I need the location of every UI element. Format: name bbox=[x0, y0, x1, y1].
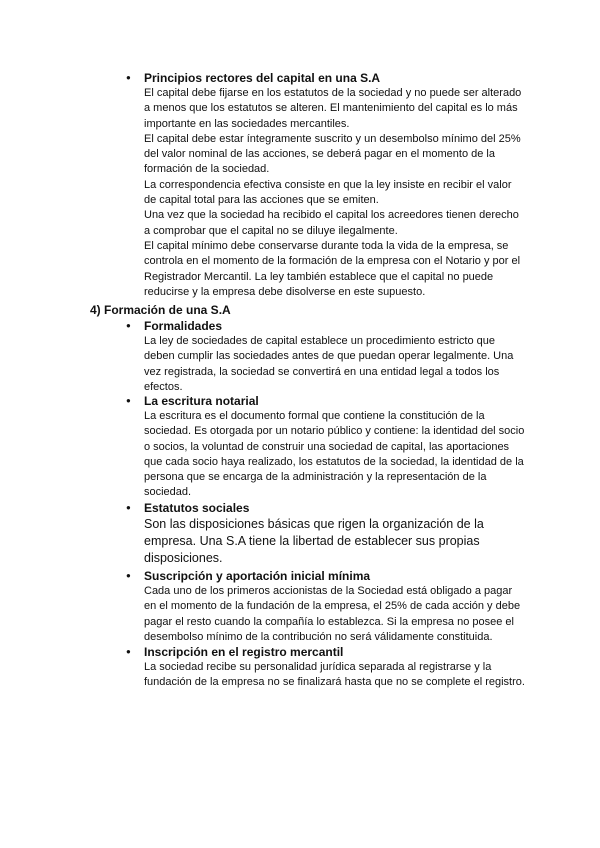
section-escritura bbox=[126, 393, 526, 501]
estatutos-title: ● Estatutos sociales bbox=[126, 500, 526, 516]
principios-paragraph-2: El capital debe estar íntegramente suscrito y un desembolso mínimo del 25% del valor nominal de las acciones, se deberá pagar en el momento de la formación de la sociedad. bbox=[144, 132, 521, 176]
section-estatutos bbox=[126, 500, 526, 567]
principios-paragraph-1: El capital debe fijarse en los estatutos de la sociedad y no puede ser alterado a menos que los estatutos se alteren. El mantenimiento del capital es lo más importante en las sociedades mercantiles. bbox=[144, 87, 522, 130]
principios-title: ● Principios rectores del capital en una S.A bbox=[126, 70, 526, 86]
inscripcion-title: ● Inscripción en el registro mercantil bbox=[126, 644, 526, 660]
section-principios bbox=[126, 70, 526, 300]
formalidades-text: La ley de sociedades de capital establece un procedimiento estricto que deben cumplir las sociedades antes de que puedan operar legalmente. Una vez registrada, la sociedad se convertirá en una entidad legal a todos los efectos. bbox=[144, 335, 514, 393]
principios-paragraph-5: El capital mínimo debe conservarse durante toda la vida de la empresa, se controla en el momento de la formación de la empresa con el Notario y por el Registrador Mercantil. La ley también establece que el capital no puede reducirse y la empresa debe disolverse en este supuesto. bbox=[144, 239, 521, 298]
estatutos-text: Son las disposiciones básicas que rigen la organización de la empresa. Una S.A tiene la libertad de establecer sus propias disposiciones. bbox=[144, 517, 484, 565]
suscripcion-title: ● Suscripción y aportación inicial mínima bbox=[126, 568, 526, 584]
section-formalidades bbox=[126, 318, 526, 395]
inscripcion-text: La sociedad recibe su personalidad jurídica separada al registrarse y la fundación de la empresa no se finalizará hasta que no se complete el registro. bbox=[144, 661, 525, 689]
formacion-heading: 4) Formación de una S.A bbox=[90, 303, 231, 317]
section-suscripcion bbox=[126, 568, 526, 645]
escritura-text: La escritura es el documento formal que contiene la constitución de la sociedad. Es otorgada por un notario público y contiene: la identidad del socio o socios, la voluntad de construir una sociedad de capital, las aportaciones que cada socio haya realizado, los estatutos de la sociedad, la identidad de la persona que se encarga de la administración y la representación de la sociedad. bbox=[144, 410, 525, 499]
formalidades-title: ● Formalidades bbox=[126, 318, 526, 334]
suscripcion-text: Cada uno de los primeros accionistas de la Sociedad está obligado a pagar en el momento de la fundación de la empresa, el 25% de cada acción y debe pagar el resto cuando la compañía lo establezca. Si la empresa no posee el desembolso mínimo de la contribución no será válidamente constituida. bbox=[144, 585, 521, 643]
escritura-title: ● La escritura notarial bbox=[126, 393, 526, 409]
principios-paragraph-4: Una vez que la sociedad ha recibido el capital los acreedores tienen derecho a comprobar que el capital no se diluye ilegalmente. bbox=[144, 209, 519, 237]
section-inscripcion bbox=[126, 644, 526, 691]
principios-paragraph-3: La correspondencia efectiva consiste en que la ley insiste en recibir el valor de capital total para las acciones que se emiten. bbox=[144, 178, 512, 207]
